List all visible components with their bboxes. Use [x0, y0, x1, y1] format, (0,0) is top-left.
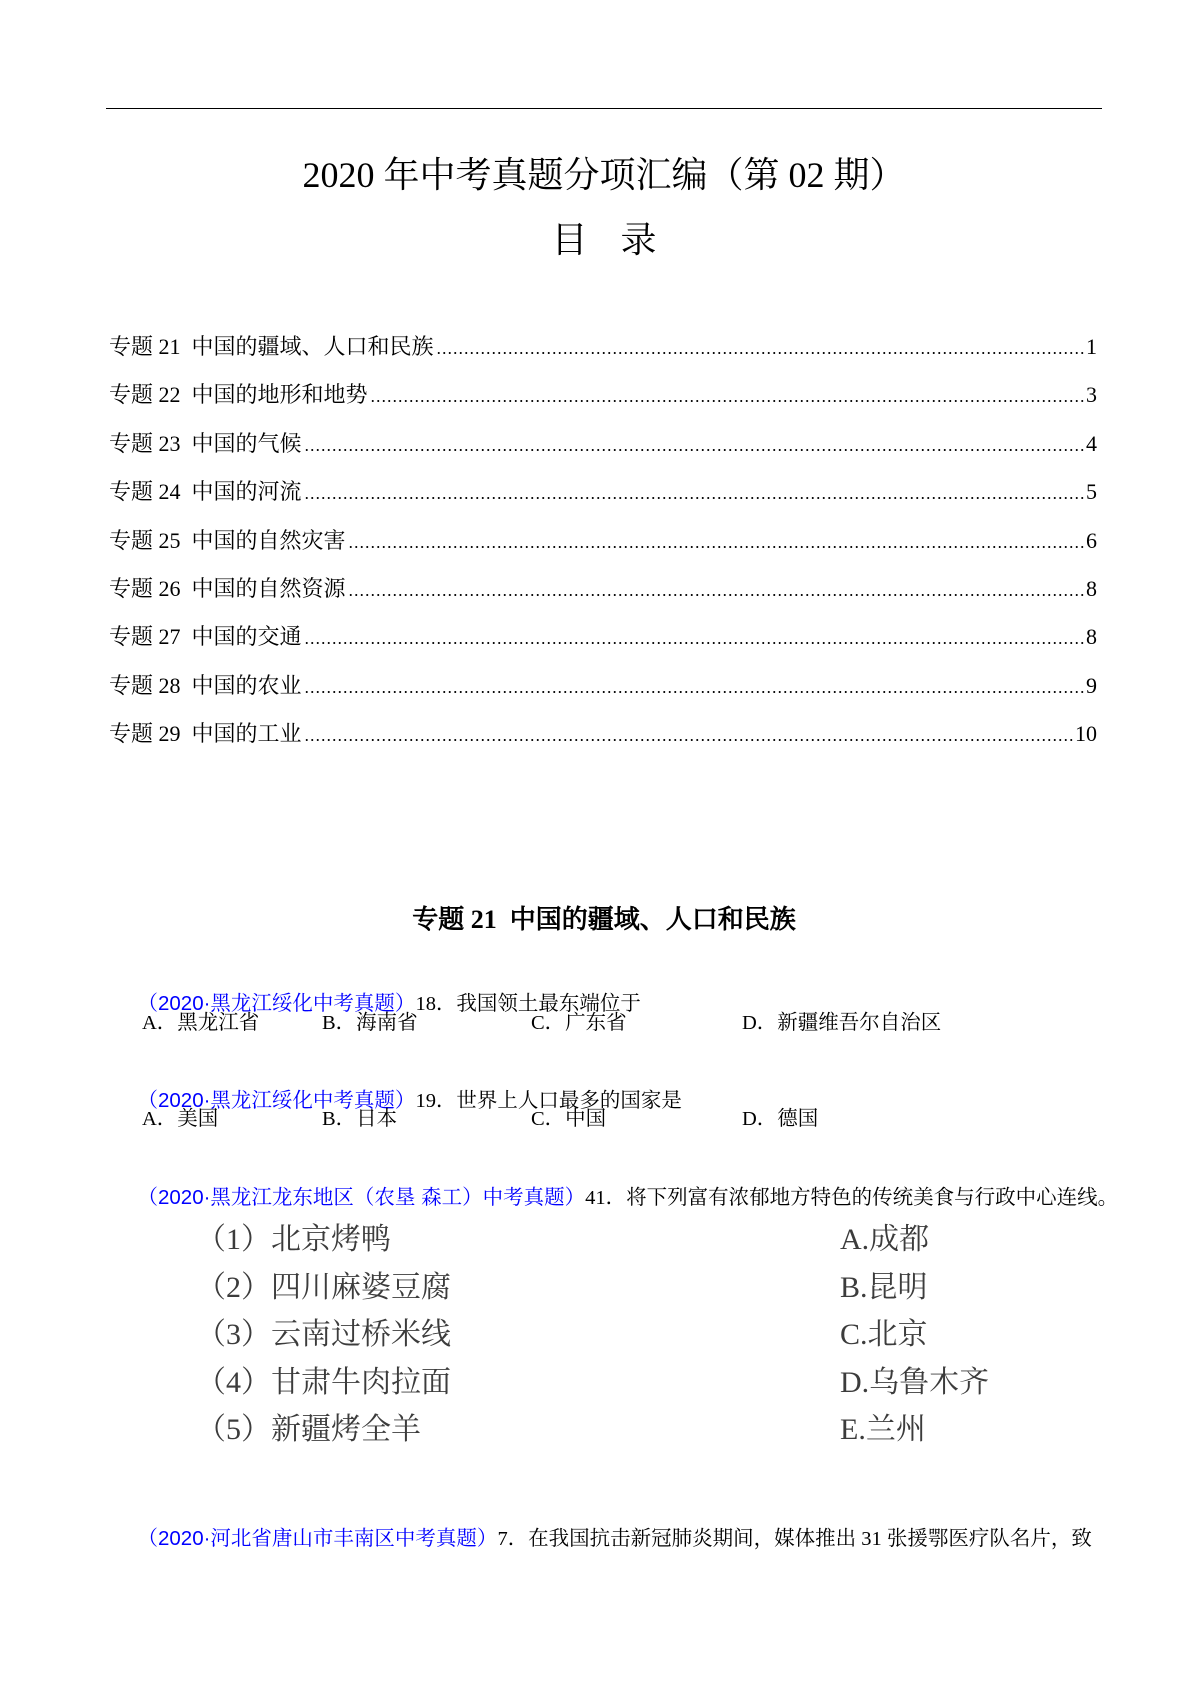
matching-row: [196, 1216, 1096, 1264]
toc-entry-25[interactable]: [109, 526, 1097, 574]
toc-dot-leader: [304, 477, 1085, 507]
toc-heading: 目 录: [551, 220, 669, 260]
food-item: （5）新疆烤全羊: [196, 1413, 421, 1447]
section-title: 专题 21 中国的疆域、人口和民族: [412, 905, 796, 934]
question-source: （2020·黑龙江绥化中考真题）: [137, 992, 416, 1015]
option-a: A．黑龙江省: [142, 1012, 260, 1034]
food-item: （2）四川麻婆豆腐: [196, 1270, 451, 1304]
table-of-contents: [109, 332, 1097, 768]
document-title: 2020 年中考真题分项汇编（第 02 期）: [302, 155, 906, 195]
toc-entry-label: 专题 28 中国的农业: [109, 672, 302, 698]
question-stem: 41．将下列富有浓郁地方特色的传统美食与行政中心连线。: [585, 1187, 1119, 1209]
toc-entry-label: 专题 25 中国的自然灾害: [109, 527, 346, 553]
toc-entry-page: 3: [1086, 382, 1097, 408]
option-c: C．中国: [531, 1108, 607, 1130]
toc-entry-24[interactable]: [109, 477, 1097, 525]
capital-item: E.兰州: [840, 1413, 926, 1447]
toc-entry-27[interactable]: [109, 622, 1097, 670]
question-source: （2020·黑龙江龙东地区（农垦 森工）中考真题）: [137, 1186, 586, 1209]
matching-row: [196, 1359, 1096, 1407]
question-source: （2020·河北省唐山市丰南区中考真题）: [137, 1527, 498, 1550]
matching-row: [196, 1311, 1096, 1359]
toc-entry-21[interactable]: [109, 332, 1097, 380]
toc-entry-page: 4: [1086, 430, 1097, 456]
toc-entry-page: 1: [1086, 334, 1097, 359]
option-d: D．德国: [742, 1108, 819, 1130]
option-a: A．美国: [142, 1108, 219, 1130]
toc-entry-28[interactable]: [109, 671, 1097, 719]
toc-entry-29[interactable]: [109, 719, 1097, 767]
capital-item: D.乌鲁木齐: [840, 1365, 990, 1399]
question-18: [117, 959, 641, 1015]
question-18-options: [117, 1008, 1107, 1038]
toc-dot-leader: [370, 380, 1085, 410]
toc-dot-leader: [348, 526, 1085, 556]
toc-dot-leader: [436, 332, 1085, 362]
toc-entry-page: 9: [1086, 672, 1097, 698]
option-c: C．广东省: [531, 1012, 627, 1034]
capital-item: B.昆明: [840, 1270, 928, 1304]
question-19-options: [117, 1104, 1107, 1134]
food-item: （1）北京烤鸭: [196, 1223, 391, 1256]
question-stem: 7．在我国抗击新冠肺炎期间，媒体推出 31 张援鄂医疗队名片，致: [497, 1528, 1092, 1550]
toc-entry-page: 10: [1075, 721, 1097, 747]
toc-entry-label: 专题 26 中国的自然资源: [109, 575, 346, 601]
question-stem: 18．我国领土最东端位于: [415, 993, 641, 1015]
toc-entry-page: 5: [1086, 479, 1097, 505]
toc-entry-label: 专题 24 中国的河流: [109, 479, 302, 505]
food-item: （3）云南过桥米线: [196, 1318, 451, 1352]
toc-dot-leader: [304, 671, 1085, 701]
toc-dot-leader: [304, 622, 1085, 652]
toc-dot-leader: [304, 719, 1074, 749]
question-stem: 19．世界上人口最多的国家是: [415, 1090, 682, 1112]
header-rule: [106, 108, 1102, 109]
toc-entry-page: 8: [1086, 624, 1097, 650]
capital-item: C.北京: [840, 1318, 928, 1352]
toc-entry-page: 6: [1086, 527, 1097, 553]
option-d: D．新疆维吾尔自治区: [742, 1012, 942, 1034]
question-source: （2020·黑龙江绥化中考真题）: [137, 1089, 416, 1112]
question-41: [117, 1153, 1119, 1209]
toc-dot-leader: [348, 574, 1085, 604]
matching-row: [196, 1264, 1096, 1312]
toc-entry-label: 专题 22 中国的地形和地势: [109, 382, 368, 408]
option-b: B．海南省: [322, 1012, 418, 1034]
toc-entry-label: 专题 27 中国的交通: [109, 624, 302, 650]
capital-item: A.成都: [840, 1223, 930, 1256]
toc-entry-23[interactable]: [109, 429, 1097, 477]
toc-entry-label: 专题 23 中国的气候: [109, 430, 302, 456]
option-b: B．日本: [322, 1108, 398, 1130]
matching-row: [196, 1406, 1096, 1454]
food-item: （4）甘肃牛肉拉面: [196, 1365, 451, 1399]
toc-dot-leader: [304, 429, 1085, 459]
toc-entry-label: 专题 21 中国的疆域、人口和民族: [109, 334, 434, 359]
toc-entry-26[interactable]: [109, 574, 1097, 622]
matching-figure: [196, 1216, 1096, 1454]
toc-entry-22[interactable]: [109, 380, 1097, 428]
toc-entry-label: 专题 29 中国的工业: [109, 721, 302, 747]
question-7: [117, 1494, 1092, 1550]
toc-entry-page: 8: [1086, 575, 1097, 601]
question-19: [117, 1056, 682, 1112]
